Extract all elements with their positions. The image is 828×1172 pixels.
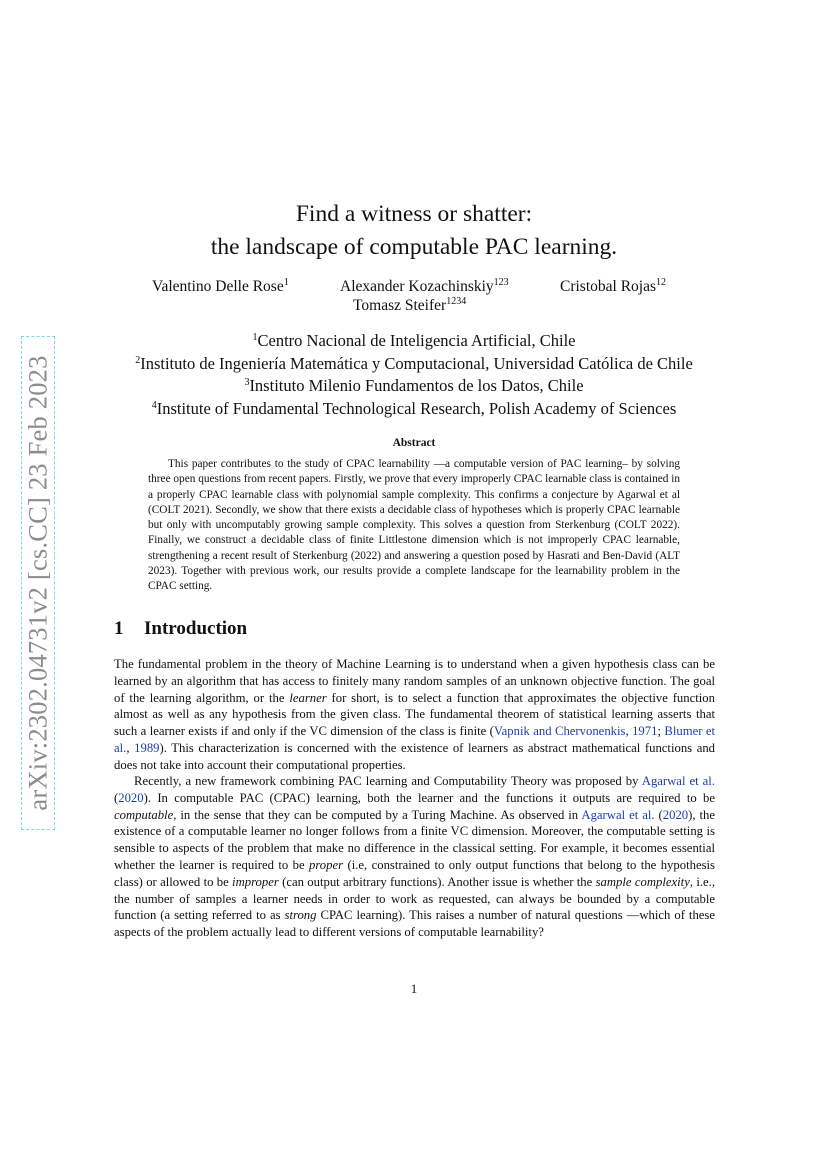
affil-text: Centro Nacional de Inteligencia Artificial, Chile [257,331,576,350]
intro-paragraph-1 [114,656,715,774]
emphasis: learner [289,690,327,705]
text-run: (can output arbitrary functions). Another issue is whether the [278,874,596,889]
citation-link[interactable]: 1971 [632,724,658,739]
page-number: 1 [410,981,418,996]
author-name: Cristobal Rojas [560,278,657,295]
intro-paragraph-2 [114,773,715,941]
citation-link[interactable]: 2020 [118,790,144,805]
citation-link[interactable]: 2020 [662,807,689,822]
paper-title [0,198,828,264]
title-line-2: the landscape of computable PAC learning. [210,234,618,260]
author-affil-marker: 123 [493,277,509,288]
citation-link[interactable]: Agarwal et al. [641,774,715,788]
author-2 [340,277,509,296]
text-run: for short, is to select a function that approximates the objective function almost as well as any hypothesis from the given class. The fundamental theorem of statistical learning asserts that such a learner exists if and only if the VC dimension of the class is finite ( [114,690,715,739]
affil-marker: 1 [252,332,258,343]
affiliation-1 [0,328,828,351]
author-affil-marker: 12 [656,277,667,288]
author-affil-marker: 1 [283,277,289,288]
emphasis: proper [308,857,344,872]
affil-marker: 3 [244,377,250,389]
emphasis: strong [284,908,317,923]
author-affil-marker: 1234 [446,296,467,307]
section-title: Introduction [144,618,248,639]
citation-link[interactable]: Vapnik and Chervonenkis [493,724,626,739]
text-run: ), the existence of a computable learner no longer follows from a finite VC dimension. Moreover, the computable setting is sensible to aspects of the problem that make no difference in the classical setting. For example, it becomes essential whether the learner is required to be [114,807,715,872]
text-run: , in the sense that they can be computed by a Turing Machine. As observed in [173,807,582,822]
section-number: 1 [114,618,124,639]
text-run: CPAC learning). This raises a number of natural questions —which of these aspects of the problem actually lead to different versions of computable learnability? [114,908,716,940]
affil-marker: 4 [151,399,157,411]
abstract-text: This paper contributes to the study of CPAC learnability —a computable version of PAC learning– by solving three open questions from recent papers. Firstly, we prove that every improperly CPAC learnable class is contained in a properly CPAC learnable class with polynomial sample complexity. This confirms a conjecture by Agarwal et al (COLT 2021). Secondly, we show that there exists a decidable class of hypotheses which is properly CPAC learnable but only with uncomputably growing sample complexity. This solves a question from Sterkenburg (COLT 2022). Finally, we construct a decidable class of finite Littlestone dimension which is not improperly CPAC learnable, strengthening a recent result of Sterkenburg (2022) and answering a question posed by Hasrati and Ben-David (ALT 2023). Together with previous work, our results provide a complete landscape for the learnability problem in the CPAC setting. [148,458,680,593]
text-run: ). In computable PAC (CPAC) learning, both the learner and the functions it outputs are required to be [143,790,715,805]
title-line-1: Find a witness or shatter: [295,201,533,227]
text-run: ). This characterization is concerned with the existence of learners as abstract mathematical functions and does not take into account their computational properties. [114,740,716,772]
author-3 [560,277,666,296]
citation-link[interactable]: Blumer et al. [114,724,715,755]
text-run: , [126,740,135,755]
affil-text: Institute of Fundamental Technological Research, Polish Academy of Sciences [156,398,677,418]
emphasis: sample complexity [595,874,690,889]
section-heading [114,618,247,640]
author-name: Alexander Kozachinskiy [340,278,494,295]
affil-text: Instituto de Ingeniería Matemática y Computacional, Universidad Católica de Chile [140,353,693,373]
emphasis: improper [232,874,279,889]
text-run: (i.e, constrained to only output functions that belong to the hypothesis class) or allowed to be [114,857,715,889]
author-name: Valentino Delle Rose [152,278,284,295]
arxiv-id-text: arXiv:2302.04731v2 [cs.CC] 23 Feb 2023 [22,355,53,811]
author-1 [152,277,289,296]
author-name: Tomasz Steifer [353,297,447,314]
text-run: , [625,724,633,739]
affil-marker: 2 [135,354,141,366]
affiliation-3 [0,373,828,396]
text-run: The fundamental problem in the theory of Machine Learning is to understand when a given hypothesis class can be learned by an algorithm that has access to finitely many random samples of an unknown objective function. The goal of the learning algorithm, or the [114,657,715,705]
text-run: ( [114,790,119,805]
text-run: Recently, a new framework combining PAC learning and Computability Theory was proposed by [134,774,642,788]
author-4 [353,296,466,315]
citation-link[interactable]: 1989 [134,740,160,755]
affiliation-4 [0,396,828,419]
text-run: , i.e., the number of samples a learner needs in order to work as requested, can always be bounded by a computable function (a setting referred to as [114,874,715,923]
affil-text: Instituto Milenio Fundamentos de los Datos, Chile [249,376,584,396]
citation-link[interactable]: Agarwal et al. [581,807,655,822]
emphasis: computable [114,807,174,822]
text-run: ( [654,807,663,822]
text-run: ; [657,724,665,739]
abstract-heading: Abstract [392,437,436,449]
affiliation-2 [0,351,828,374]
affiliations [0,328,828,418]
